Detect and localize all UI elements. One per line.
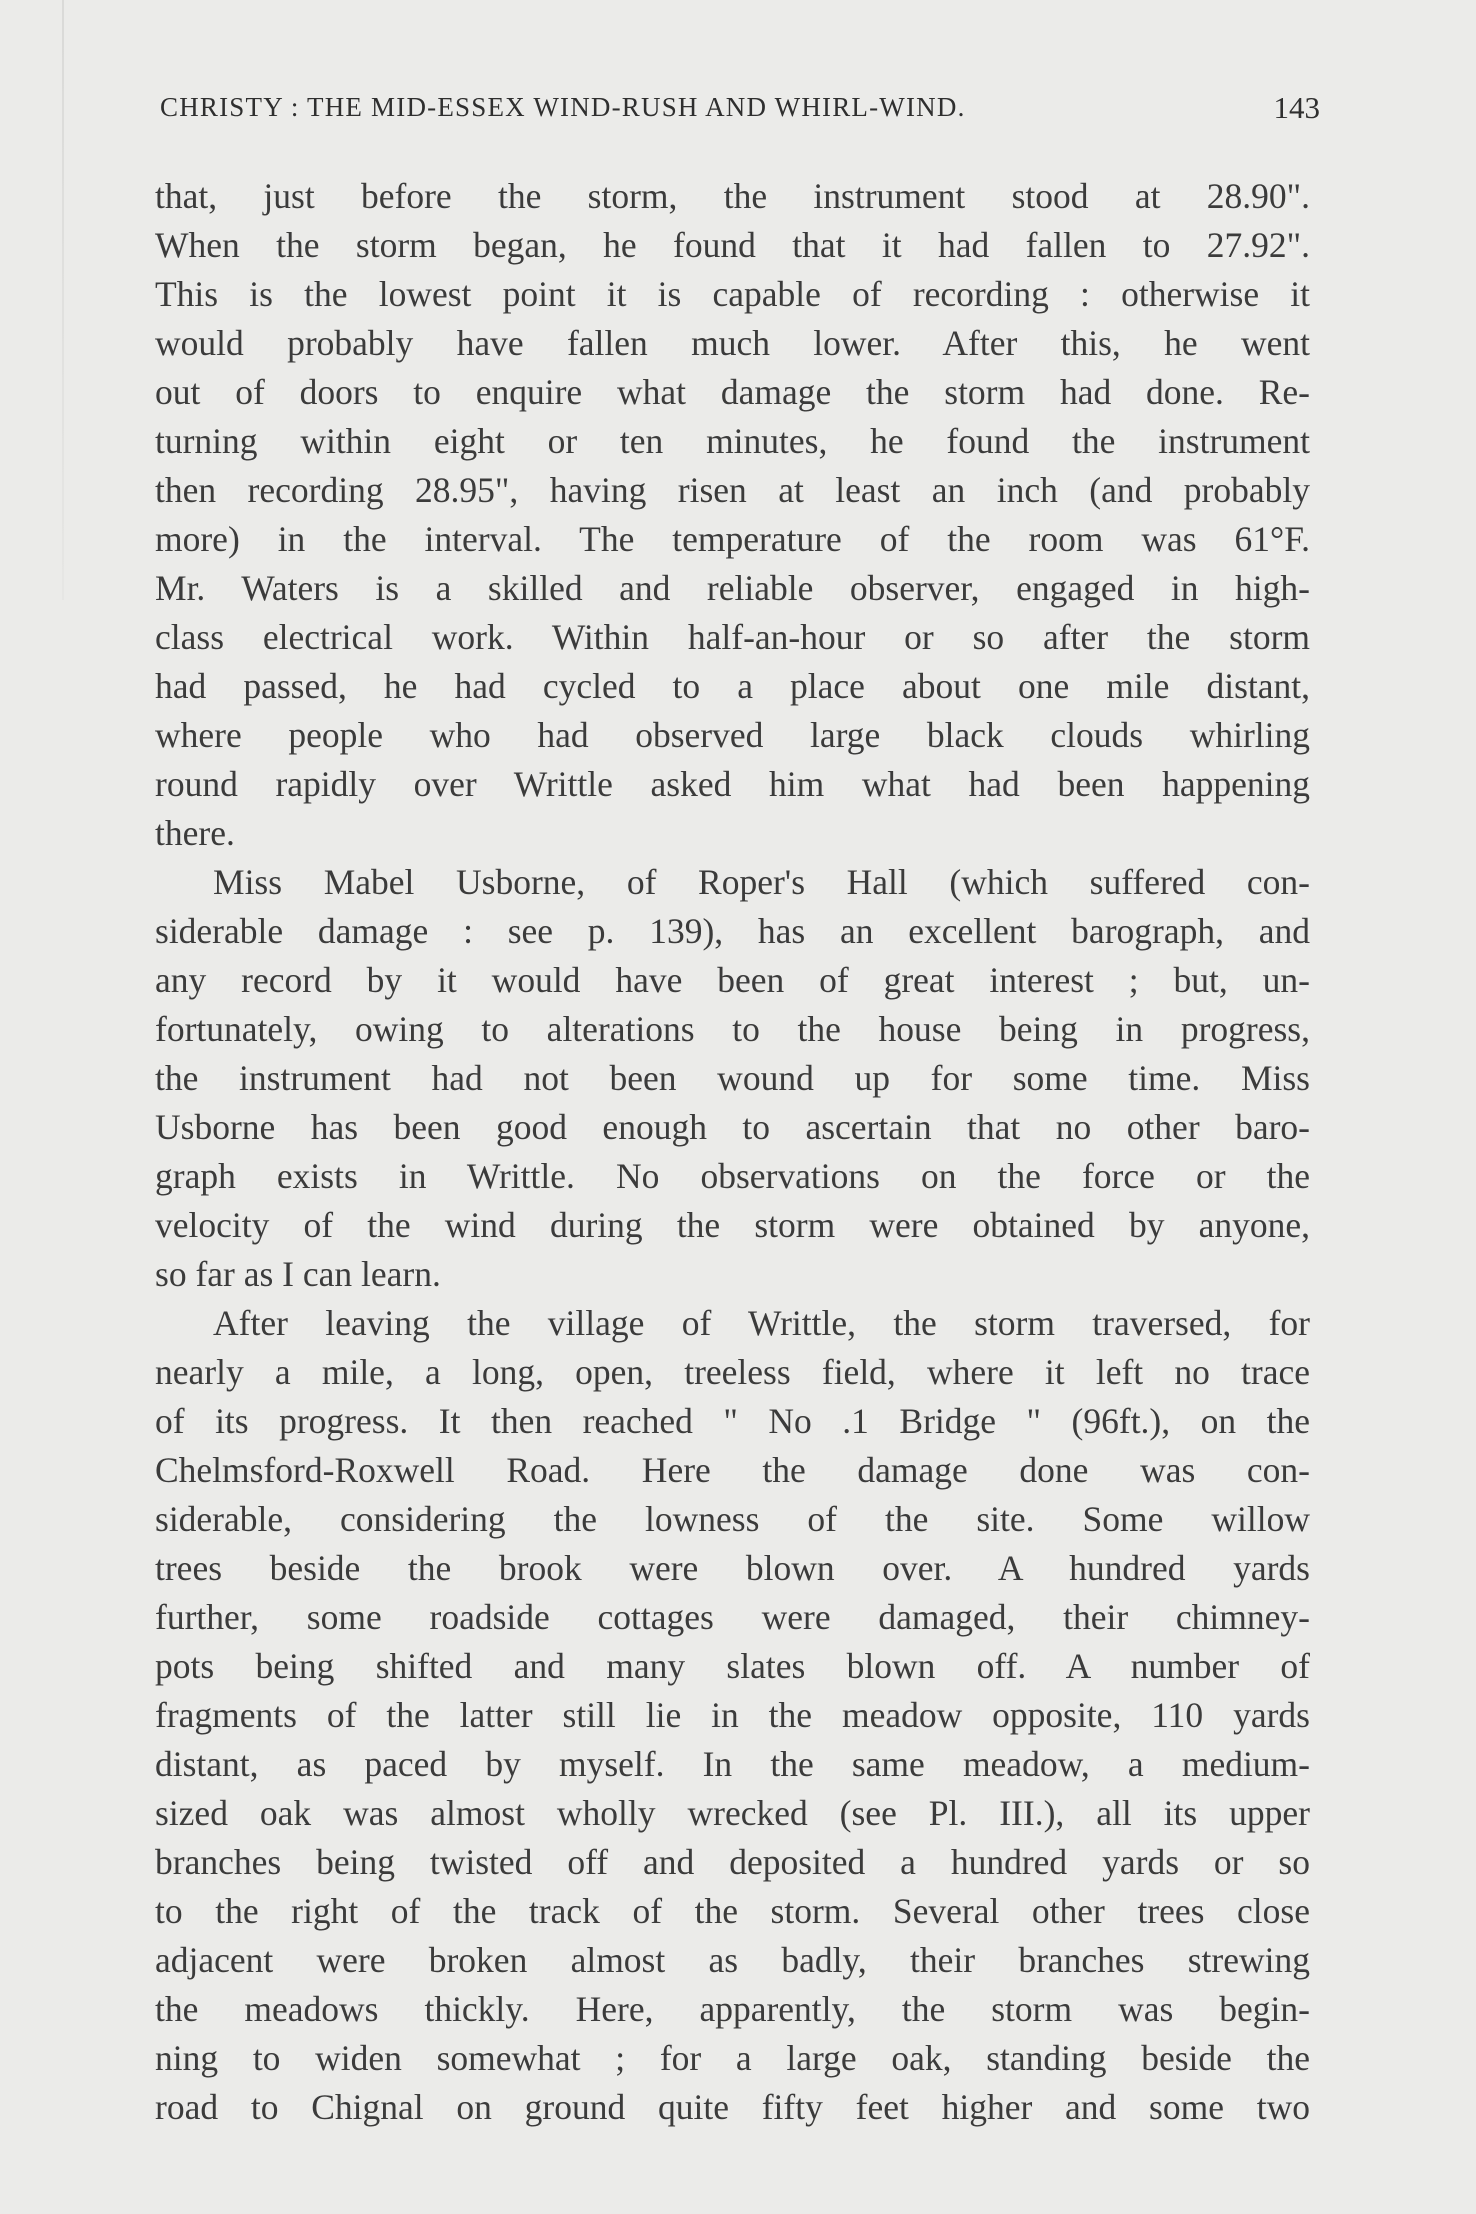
text-line: road to Chignal on ground quite fifty feet higher and some two (155, 2087, 1310, 2127)
text-line: where people who had observed large black clouds whirling (155, 715, 1310, 755)
running-head (160, 92, 1320, 132)
text-line: graph exists in Writtle. No observations on the force or the (155, 1156, 1310, 1196)
body-text (155, 172, 1310, 2132)
text-line: that, just before the storm, the instrument stood at 28.90". (155, 176, 1310, 216)
text-line: turning within eight or ten minutes, he found the instrument (155, 421, 1310, 461)
text-line: ning to widen somewhat ; for a large oak, standing beside the (155, 2038, 1310, 2078)
text-line: further, some roadside cottages were damaged, their chimney- (155, 1597, 1310, 1637)
page-number: 143 (1273, 90, 1320, 125)
text-line: pots being shifted and many slates blown off. A number of (155, 1646, 1310, 1686)
text-line: siderable, considering the lowness of the site. Some willow (155, 1499, 1310, 1539)
text-line: velocity of the wind during the storm were obtained by anyone, (155, 1205, 1310, 1245)
paragraph-start-line: Miss Mabel Usborne, of Roper's Hall (which suffered con- (213, 862, 1310, 902)
text-line: Mr. Waters is a skilled and reliable observer, engaged in high- (155, 568, 1310, 608)
text-line: Chelmsford-Roxwell Road. Here the damage done was con- (155, 1450, 1310, 1490)
text-line: Usborne has been good enough to ascertain that no other baro- (155, 1107, 1310, 1147)
text-line: the meadows thickly. Here, apparently, the storm was begin- (155, 1989, 1310, 2029)
text-line: any record by it would have been of great interest ; but, un- (155, 960, 1310, 1000)
paragraph-start-line: After leaving the village of Writtle, the storm traversed, for (213, 1303, 1310, 1343)
text-line: adjacent were broken almost as badly, their branches strewing (155, 1940, 1310, 1980)
text-line: nearly a mile, a long, open, treeless field, where it left no trace (155, 1352, 1310, 1392)
text-line: had passed, he had cycled to a place about one mile distant, (155, 666, 1310, 706)
text-line: siderable damage : see p. 139), has an excellent barograph, and (155, 911, 1310, 951)
text-line: distant, as paced by myself. In the same meadow, a medium- (155, 1744, 1310, 1784)
text-line: sized oak was almost wholly wrecked (see Pl. III.), all its upper (155, 1793, 1310, 1833)
text-line: out of doors to enquire what damage the storm had done. Re- (155, 372, 1310, 412)
text-line: fragments of the latter still lie in the meadow opposite, 110 yards (155, 1695, 1310, 1735)
text-line: fortunately, owing to alterations to the house being in progress, (155, 1009, 1310, 1049)
text-line: more) in the interval. The temperature of the room was 61°F. (155, 519, 1310, 559)
running-title: CHRISTY : THE MID-ESSEX WIND-RUSH AND WHIRL-WIND. (160, 92, 966, 122)
text-line: to the right of the track of the storm. Several other trees close (155, 1891, 1310, 1931)
paragraph-end-line: so far as I can learn. (155, 1254, 441, 1294)
page-gutter-shadow (62, 0, 64, 600)
text-line: branches being twisted off and deposited a hundred yards or so (155, 1842, 1310, 1882)
paragraph-end-line: there. (155, 813, 235, 853)
text-line: When the storm began, he found that it had fallen to 27.92". (155, 225, 1310, 265)
text-line: then recording 28.95", having risen at least an inch (and probably (155, 470, 1310, 510)
text-line: would probably have fallen much lower. After this, he went (155, 323, 1310, 363)
text-line: round rapidly over Writtle asked him what had been happening (155, 764, 1310, 804)
text-line: This is the lowest point it is capable of recording : otherwise it (155, 274, 1310, 314)
text-line: the instrument had not been wound up for some time. Miss (155, 1058, 1310, 1098)
text-line: trees beside the brook were blown over. A hundred yards (155, 1548, 1310, 1588)
text-line: of its progress. It then reached " No .1 Bridge " (96ft.), on the (155, 1401, 1310, 1441)
text-line: class electrical work. Within half-an-hour or so after the storm (155, 617, 1310, 657)
